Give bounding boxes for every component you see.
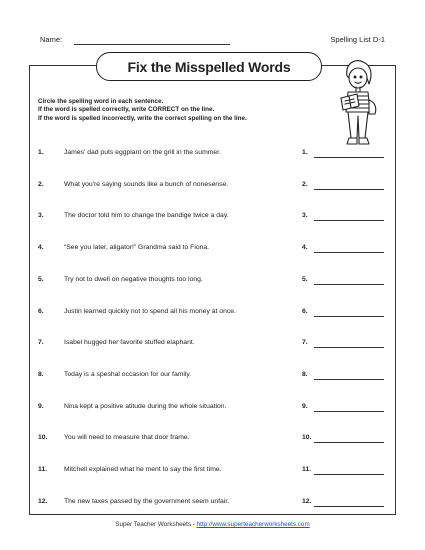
answer-number: 2.: [302, 180, 308, 188]
sentence-row: [38, 466, 385, 478]
answer-number: 1.: [302, 149, 308, 156]
item-number: 6.: [38, 307, 44, 315]
page-title: [96, 52, 322, 81]
sentence-text: Justin learned quickly not to spend all his money at once.: [64, 307, 236, 315]
sentence-row: [38, 498, 385, 510]
sentence-row: [38, 149, 385, 161]
sentence-row: [38, 181, 385, 193]
sentence-text: What you're saying sounds like a bunch of nonesense.: [64, 180, 229, 188]
item-number: 9.: [38, 402, 44, 410]
item-number: 5.: [38, 275, 44, 283]
instructions: [38, 98, 247, 123]
sentence-text: Isabel hugged her favorite stuffed elaphant.: [64, 339, 195, 347]
footer: [0, 521, 425, 528]
sentence-row: [38, 339, 385, 351]
instruction-line-1: Circle the spelling word in each sentence.: [38, 98, 164, 105]
name-label: Name:: [40, 35, 63, 44]
item-number: 1.: [38, 149, 44, 156]
item-number: 12.: [38, 497, 48, 505]
sentence-row: [38, 308, 385, 320]
answer-line[interactable]: [314, 189, 384, 190]
answer-number: 10.: [302, 434, 312, 442]
sentence-text: Mitchell explained what he ment to say the first time.: [64, 466, 222, 473]
instruction-line-2: If the word is spelled correctly, write CORRECT on the line.: [38, 106, 215, 114]
sentence-row: [38, 371, 385, 383]
answer-number: 4.: [302, 244, 308, 252]
worksheet-header: [40, 35, 385, 47]
answer-line[interactable]: [314, 506, 384, 507]
sentence-text: Today is a speshal occasion for our family.: [64, 370, 192, 378]
item-number: 10.: [38, 434, 48, 442]
name-field-line[interactable]: [74, 44, 230, 45]
sentence-text: The doctor told him to change the bandige twice a day.: [64, 212, 229, 220]
item-number: 4.: [38, 244, 44, 252]
sentence-text: “See you later, aligator!” Grandma said to Fiona.: [64, 244, 210, 252]
sentence-row: [38, 212, 385, 224]
answer-number: 8.: [302, 370, 308, 378]
item-number: 2.: [38, 180, 44, 188]
sentence-row: [38, 434, 385, 446]
answer-number: 12.: [302, 497, 312, 505]
sentence-text: Try not to dwell on negative thoughts too long.: [64, 275, 203, 283]
sentence-row: [38, 403, 385, 415]
answer-number: 7.: [302, 339, 308, 347]
page-title-text: Fix the Misspelled Words: [127, 58, 291, 75]
answer-number: 9.: [302, 402, 308, 410]
answer-line[interactable]: [314, 157, 384, 158]
sentence-text: You will need to measure that door frame.: [64, 434, 190, 442]
sentence-row: [38, 276, 385, 288]
item-number: 3.: [38, 212, 44, 220]
answer-number: 11.: [302, 466, 312, 473]
answer-line[interactable]: [314, 379, 384, 380]
answer-number: 6.: [302, 307, 308, 315]
instruction-line-3: If the word is spelled incorrectly, write the correct spelling on the line.: [38, 114, 247, 122]
footer-url-link[interactable]: http://www.superteacherworksheets.com: [196, 521, 310, 528]
answer-line[interactable]: [314, 474, 384, 475]
footer-separator: -: [192, 521, 195, 528]
answer-line[interactable]: [314, 284, 384, 285]
answer-line[interactable]: [314, 442, 384, 443]
item-number: 7.: [38, 339, 44, 347]
sentence-text: James' dad puts eggplant on the grill in the summer.: [64, 149, 221, 156]
item-number: 8.: [38, 370, 44, 378]
spelling-list-label: Spelling List D-1: [330, 35, 385, 44]
item-number: 11.: [38, 466, 48, 473]
answer-line[interactable]: [314, 411, 384, 412]
footer-site: Super Teacher Worksheets: [115, 521, 192, 528]
answer-line[interactable]: [314, 220, 384, 221]
answer-number: 3.: [302, 212, 308, 220]
sentence-text: The new taxes passed by the government seem unfair.: [64, 497, 230, 505]
answer-line[interactable]: [314, 252, 384, 253]
sentence-text: Nina kept a positive atitude during the whole situation.: [64, 402, 227, 410]
answer-line[interactable]: [314, 347, 384, 348]
sentence-row: [38, 244, 385, 256]
answer-line[interactable]: [314, 316, 384, 317]
girl-holding-book-icon: [333, 56, 383, 152]
answer-number: 5.: [302, 275, 308, 283]
